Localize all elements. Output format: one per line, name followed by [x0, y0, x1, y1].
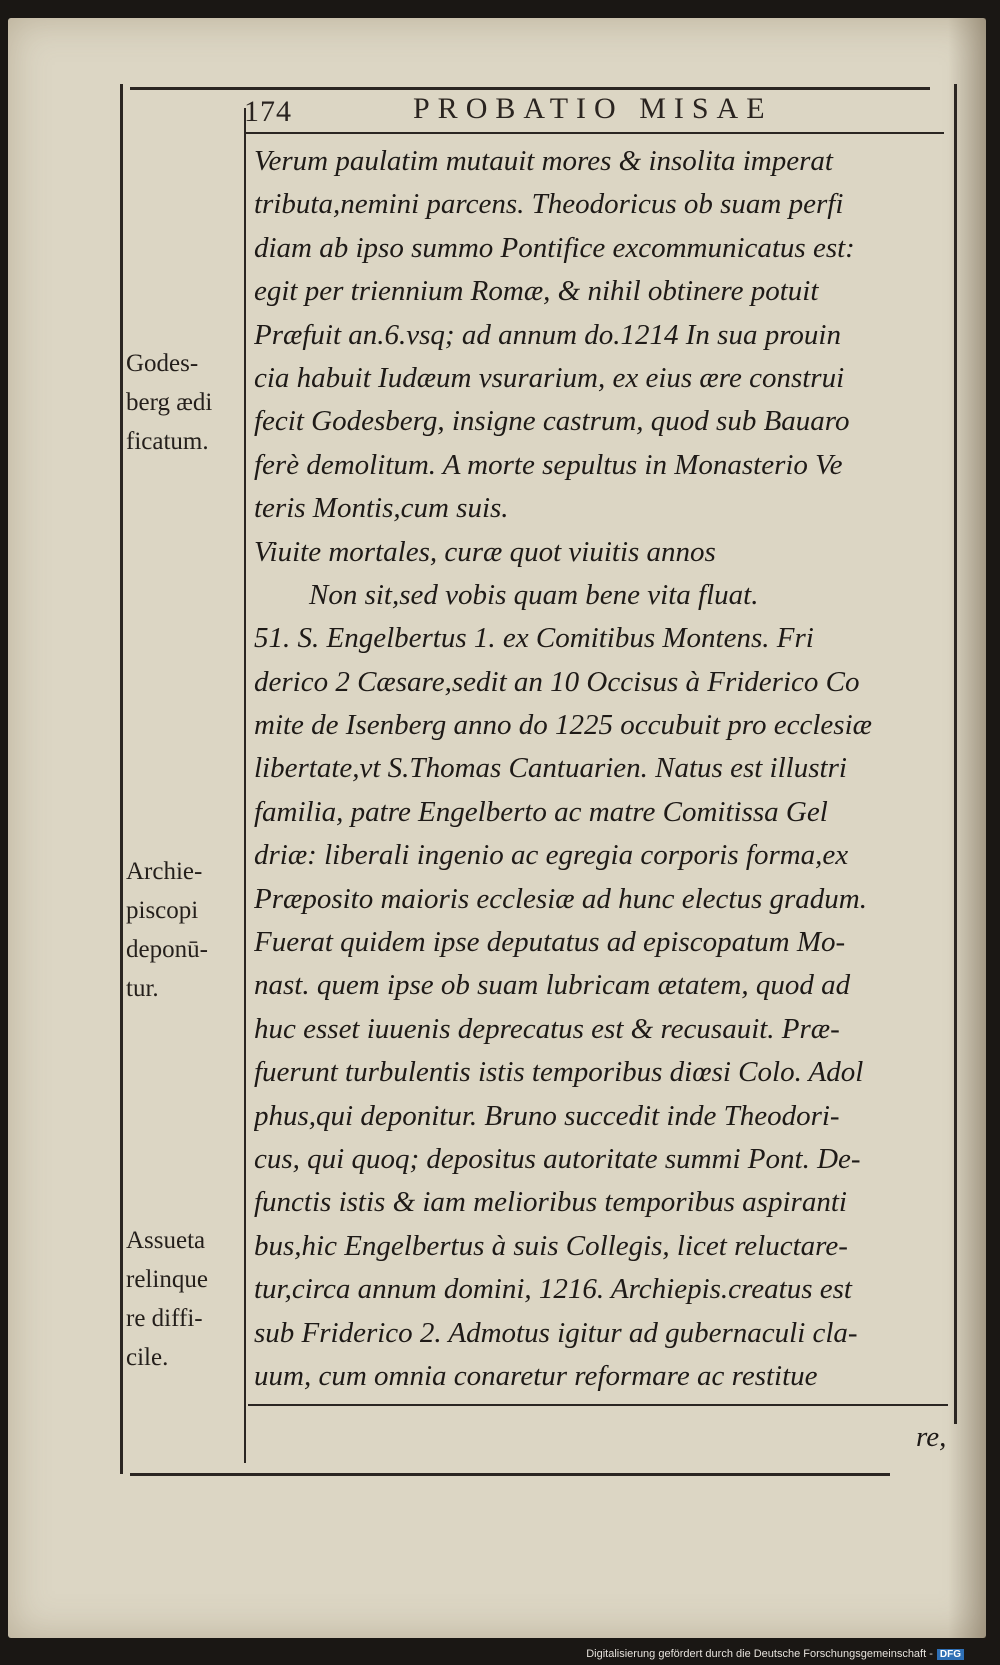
margin-note-assueta	[126, 1221, 250, 1377]
text-line: tributa,nemini parcens. Theodoricus ob suam perfi	[254, 188, 844, 221]
text-line: familia, patre Engelberto ac matre Comitissa Gel	[254, 795, 828, 828]
text-line: tur,circa annum domini, 1216. Archiepis.creatus est	[254, 1273, 852, 1306]
text-line: functis istis & iam melioribus temporibus aspiranti	[254, 1186, 847, 1219]
top-rule	[130, 87, 930, 90]
margin-note-line: piscopi	[126, 897, 199, 924]
text-line: ferè demolitum. A morte sepultus in Monasterio Ve	[254, 448, 843, 481]
verse-line: Viuite mortales, curæ quot viuitis annos	[254, 535, 716, 568]
margin-note-line: Assueta	[126, 1227, 206, 1254]
verse-line: Non sit,sed vobis quam bene vita fluat.	[309, 578, 759, 611]
text-line: driæ: liberali ingenio ac egregia corporis forma,ex	[254, 839, 849, 872]
margin-note-godesberg	[126, 344, 250, 461]
margin-note-line: relinque	[126, 1266, 208, 1293]
margin-note-line: ficatum.	[126, 428, 209, 455]
text-line: mite de Isenberg anno do 1225 occubuit pro ecclesiæ	[254, 709, 872, 742]
main-text-column	[254, 140, 954, 1398]
text-line: huc esset iuuenis deprecatus est & recusauit. Præ-	[254, 1012, 840, 1045]
margin-note-line: cile.	[126, 1344, 169, 1371]
margin-note-line: berg ædi	[126, 389, 213, 416]
margin-note-line: tur.	[126, 975, 159, 1002]
text-line: libertate,vt S.Thomas Cantuarien. Natus est illustri	[254, 752, 847, 785]
text-line: Præposito maioris ecclesiæ ad hunc electus gradum.	[254, 882, 867, 915]
catchword: re,	[916, 1421, 947, 1453]
text-line: derico 2 Cæsare,sedit an 10 Occisus à Friderico Co	[254, 665, 860, 698]
text-line: phus,qui deponitur. Bruno succedit inde Theodori-	[254, 1099, 840, 1132]
margin-note-line: deponū-	[126, 936, 208, 963]
running-title: PROBATIO MISAE	[413, 92, 773, 125]
text-line: egit per triennium Romæ, & nihil obtinere potuit	[254, 275, 819, 308]
text-line: fuerunt turbulentis istis temporibus diœsi Colo. Adol	[254, 1056, 864, 1089]
left-frame-rule	[120, 84, 123, 1474]
text-bottom-rule	[248, 1404, 948, 1406]
dfg-logo: DFG	[937, 1649, 964, 1660]
text-line: nast. quem ipse ob suam lubricam ætatem, quod ad	[254, 969, 851, 1002]
margin-note-line: Archie-	[126, 858, 203, 885]
text-line: 51. S. Engelbertus 1. ex Comitibus Montens. Fri	[254, 622, 814, 655]
text-line: Præfuit an.6.vsq; ad annum do.1214 In sua prouin	[254, 318, 841, 351]
margin-note-line: Godes-	[126, 350, 199, 377]
credit-text: Digitalisierung gefördert durch die Deutsche Forschungsgemeinschaft -	[586, 1648, 933, 1660]
text-line: diam ab ipso summo Pontifice excommunicatus est:	[254, 231, 855, 264]
text-line: cus, qui quoq; depositus autoritate summi Pont. De-	[254, 1142, 861, 1175]
margin-note-archiepiscopi	[126, 852, 250, 1008]
text-line: Verum paulatim mutauit mores & insolita imperat	[254, 145, 833, 177]
margin-note-line: re diffi-	[126, 1305, 203, 1332]
text-line: bus,hic Engelbertus à suis Collegis, licet reluctare-	[254, 1229, 848, 1262]
text-line: uum, cum omnia conaretur reformare ac restitue	[254, 1359, 818, 1392]
right-frame-rule	[954, 84, 957, 1424]
text-line: teris Montis,cum suis.	[254, 492, 509, 525]
text-line: Fuerat quidem ipse deputatus ad episcopatum Mo-	[254, 926, 846, 959]
book-page	[8, 18, 986, 1638]
bottom-rule	[130, 1473, 890, 1476]
text-line: cia habuit Iudæum vsurarium, ex eius ære construi	[254, 361, 845, 394]
text-line: sub Friderico 2. Admotus igitur ad gubernaculi cla-	[254, 1316, 858, 1349]
digitization-credit	[586, 1648, 964, 1660]
page-number: 174	[244, 95, 292, 128]
header-underline	[244, 132, 944, 134]
text-line: fecit Godesberg, insigne castrum, quod sub Bauaro	[254, 405, 850, 438]
